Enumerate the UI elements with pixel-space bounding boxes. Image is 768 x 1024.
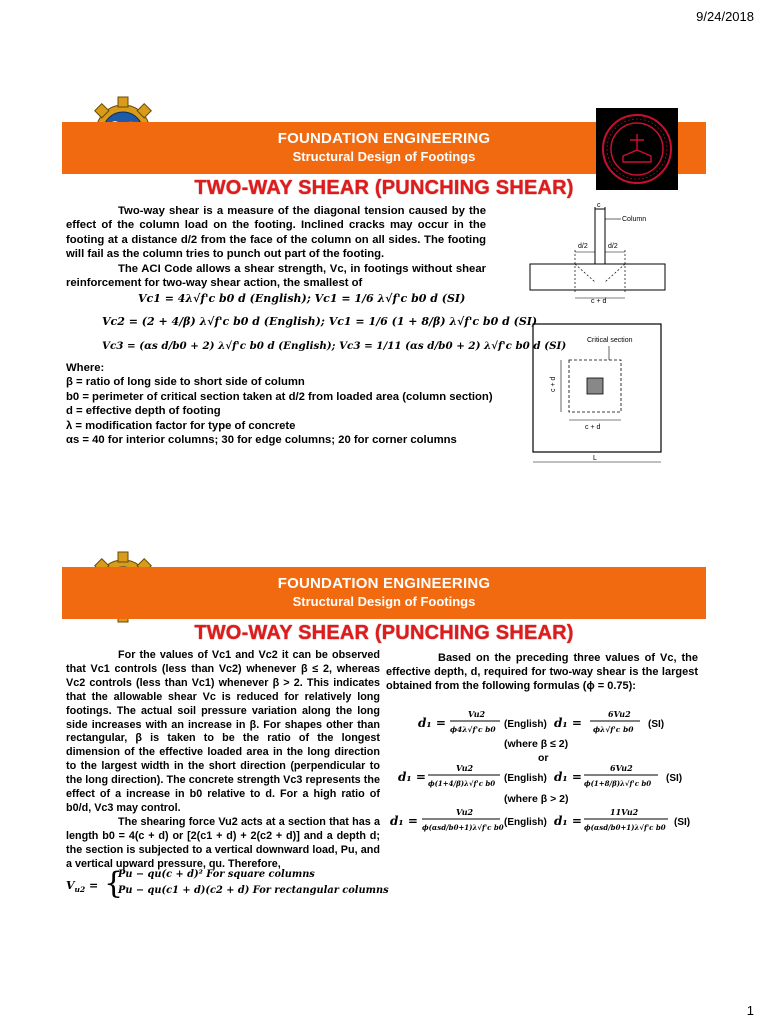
condition-beta-gt-2: (where β > 2) bbox=[504, 793, 569, 805]
fig-cd-top: c + d bbox=[591, 298, 607, 305]
slide-2-left-column bbox=[66, 649, 380, 872]
si-label-1: (SI) bbox=[648, 719, 665, 730]
svg-text:Vu2: Vu2 bbox=[468, 709, 486, 719]
equation-vc3: Vc3 = (αs d/b0 + 2) λ√f'c b0 d (English); Vc3 = 1/11 (αs d/b0 + 2) λ√f'c b0 d (SI) bbox=[102, 340, 567, 352]
slide-1-body bbox=[66, 204, 486, 290]
equation-vc1: Vc1 = 4λ√f'c b0 d (English); Vc1 = 1/6 λ√f'c b0 d (SI) bbox=[138, 292, 466, 305]
svg-text:d₁ =: d₁ = bbox=[418, 716, 446, 730]
def-lambda: λ = modification factor for type of concrete bbox=[66, 419, 296, 432]
svg-text:ϕ(αsd/b0+1)λ√f'c b0: ϕ(αsd/b0+1)λ√f'c b0 bbox=[422, 823, 504, 832]
svg-text:ϕλ√f'c b0: ϕλ√f'c b0 bbox=[593, 725, 634, 734]
def-beta: β = ratio of long side to short side of column bbox=[66, 376, 305, 389]
slide-1-title: TWO-WAY SHEAR (PUNCHING SHEAR) bbox=[194, 177, 574, 199]
svg-text:d₁ =: d₁ = bbox=[390, 814, 418, 828]
fig-d2-left: d/2 bbox=[578, 243, 588, 250]
slide-1 bbox=[0, 90, 768, 490]
svg-text:6Vu2: 6Vu2 bbox=[610, 763, 633, 773]
svg-text:6Vu2: 6Vu2 bbox=[608, 709, 631, 719]
header-title-2: FOUNDATION ENGINEERING bbox=[277, 575, 491, 592]
or-label: or bbox=[538, 752, 549, 764]
equation-vu2 bbox=[66, 866, 389, 903]
svg-text:ϕ(αsd/b0+1)λ√f'c b0: ϕ(αsd/b0+1)λ√f'c b0 bbox=[584, 823, 666, 832]
fig-L-label: L bbox=[593, 455, 597, 462]
header-subtitle: Structural Design of Footings bbox=[292, 149, 476, 164]
si-label-2: (SI) bbox=[666, 773, 683, 784]
fig-cd-side: c + d bbox=[550, 376, 557, 392]
svg-text:ϕ(1+8/β)λ√f'c b0: ϕ(1+8/β)λ√f'c b0 bbox=[584, 779, 652, 788]
header-title: FOUNDATION ENGINEERING bbox=[277, 130, 491, 147]
critical-section-plan-figure bbox=[525, 316, 670, 476]
definitions bbox=[66, 361, 496, 447]
footing-section-figure bbox=[525, 202, 670, 306]
paragraph-effective-depth: Based on the preceding three values of Vc, the effective depth, d, required for two-way shear is the largest obtained from the following formulas (ϕ = 0.75): bbox=[386, 652, 698, 692]
condition-beta-le-2: (where β ≤ 2) bbox=[504, 738, 569, 750]
def-alpha: αs = 40 for interior columns; 30 for edge columns; 20 for corner columns bbox=[66, 434, 457, 447]
paragraph-two-way-shear: Two-way shear is a measure of the diagonal tension caused by the effect of the column load on the footing. Inclined cracks may occur in the footing at a distance d/2 from the face of the column on all sides. The footing will fail as the column tries to punch out part of the footing. bbox=[66, 205, 486, 261]
slide-2-title: TWO-WAY SHEAR (PUNCHING SHEAR) bbox=[194, 622, 574, 644]
where-label: Where: bbox=[66, 362, 105, 374]
effective-depth-formulas bbox=[388, 707, 708, 847]
fig-cd-bottom: c + d bbox=[585, 424, 601, 431]
svg-text:d₁ =: d₁ = bbox=[554, 814, 582, 828]
page-number: 1 bbox=[746, 1003, 754, 1018]
vu2-square-case: Pu − qu(c + d)² For square columns bbox=[118, 869, 315, 880]
page-date: 9/24/2018 bbox=[696, 9, 754, 24]
svg-text:d₁ =: d₁ = bbox=[398, 770, 426, 784]
brace-icon: { bbox=[104, 866, 124, 901]
svg-text:Vu2: Vu2 bbox=[456, 763, 474, 773]
svg-text:d₁ =: d₁ = bbox=[554, 770, 582, 784]
paragraph-shearing-force: The shearing force Vu2 acts at a section that has a length b0 = 4(c + d) or [2(c1 + d) + 2(c2 + d)] and a depth d; the section is subjected to a vertical downward load, Pu, and a vertical upward pressure, qu. Therefore, bbox=[66, 815, 380, 870]
svg-text:d₁ =: d₁ = bbox=[554, 716, 582, 730]
svg-text:11Vu2: 11Vu2 bbox=[610, 807, 639, 817]
equation-vc2: Vc2 = (2 + 4/β) λ√f'c b0 d (English); Vc1 = 1/6 (1 + 8/β) λ√f'c b0 d (SI) bbox=[102, 315, 538, 328]
fig-critical-section-label: Critical section bbox=[587, 337, 633, 344]
svg-text:Vu2: Vu2 bbox=[456, 807, 474, 817]
svg-text:ϕ4λ√f'c b0: ϕ4λ√f'c b0 bbox=[450, 725, 496, 734]
def-d: d = effective depth of footing bbox=[66, 405, 221, 418]
si-label-3: (SI) bbox=[674, 817, 691, 828]
paragraph-aci-code: The ACI Code allows a shear strength, Vc, in footings without shear reinforcement for two-way shear action, the smallest of bbox=[66, 262, 486, 290]
slide-2 bbox=[0, 545, 768, 945]
svg-text:ϕ(1+4/β)λ√f'c b0: ϕ(1+4/β)λ√f'c b0 bbox=[428, 779, 496, 788]
fig-c-label: c bbox=[597, 202, 601, 209]
vu2-rect-case: Pu − qu(c1 + d)(c2 + d) For rectangular columns bbox=[118, 885, 389, 896]
fig-column-label: Column bbox=[622, 216, 647, 223]
def-b0: b0 = perimeter of critical section taken at d/2 from loaded area (column section) bbox=[66, 390, 493, 403]
english-label-3: (English) bbox=[504, 817, 547, 828]
slide-2-right-intro bbox=[386, 651, 698, 693]
slide-2-header-banner bbox=[62, 567, 706, 619]
vu2-lhs: $V_{u2}$ = bbox=[66, 879, 99, 895]
english-label-2: (English) bbox=[504, 773, 547, 784]
fig-d2-right: d/2 bbox=[608, 243, 618, 250]
header-subtitle-2: Structural Design of Footings bbox=[292, 594, 476, 609]
english-label-1: (English) bbox=[504, 719, 547, 730]
paragraph-vc-comparison: For the values of Vc1 and Vc2 it can be observed that Vc1 controls (less than Vc2) whenever β ≤ 2, whereas Vc2 controls (less than Vc1) whenever β > 2. This indicates that the allowable shear Vc is reduced for relatively long footings. The actual soil pressure variation along the long side increases with an increase in β. For shapes other than rectangular, β is taken to be the ratio of the longest dimension of the effective loaded area in the long direction to the largest width in the short direction (perpendicular to the long direction). The concrete strength Vc3 represents the effect of a increase in b0 relative to d. For a high ratio of b0/d, Vc3 may control. bbox=[66, 649, 380, 814]
